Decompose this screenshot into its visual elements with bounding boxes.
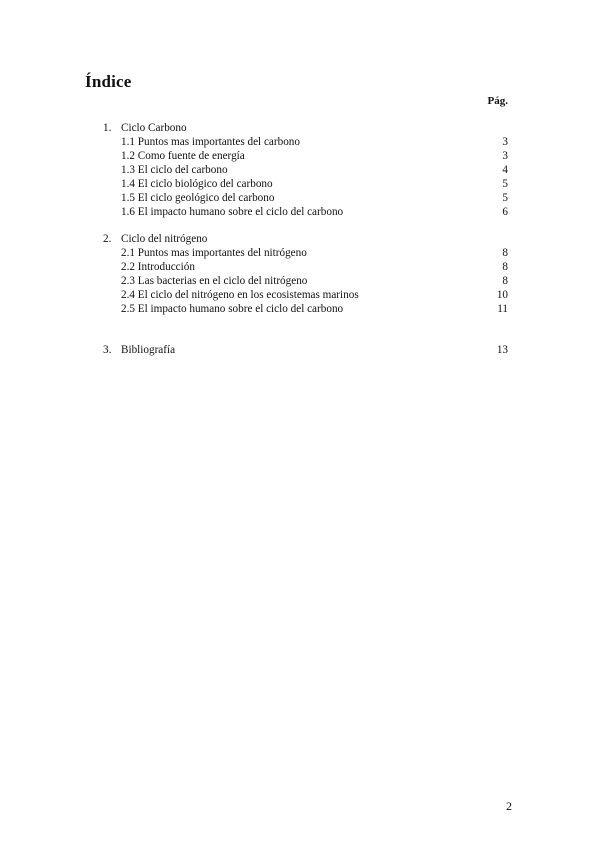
toc-section-number: 2. bbox=[103, 233, 112, 245]
toc-section-title: Ciclo del nitrógeno bbox=[121, 233, 208, 245]
toc-entry-label: 1.5 El ciclo geológico del carbono bbox=[121, 192, 275, 204]
toc-entry-label: 1.1 Puntos mas importantes del carbono bbox=[121, 136, 300, 148]
toc-entry-label: 2.3 Las bacterias en el ciclo del nitrógeno bbox=[121, 275, 308, 287]
toc-entry-page: 11 bbox=[497, 303, 508, 315]
toc-entry-label: 1.4 El ciclo biológico del carbono bbox=[121, 178, 273, 190]
toc-entry-page: 5 bbox=[502, 192, 508, 204]
footer-page-number: 2 bbox=[506, 799, 512, 813]
toc-section-number: 1. bbox=[103, 122, 112, 134]
toc-entry-page: 6 bbox=[502, 206, 508, 218]
page-column-header: Pág. bbox=[487, 95, 508, 107]
toc-entry-label: 2.5 El impacto humano sobre el ciclo del carbono bbox=[121, 303, 344, 315]
toc-entry-label: 2.4 El ciclo del nitrógeno en los ecosistemas marinos bbox=[121, 289, 359, 301]
toc-entry-label: 2.1 Puntos mas importantes del nitrógeno bbox=[121, 247, 307, 259]
toc-entry-page: 8 bbox=[502, 247, 508, 259]
toc-entry-page: 4 bbox=[502, 164, 508, 176]
toc-entry-page: 3 bbox=[502, 136, 508, 148]
toc-entry-page: 5 bbox=[502, 178, 508, 190]
toc-section-title: Bibliografía bbox=[121, 344, 176, 356]
toc-section-title: Ciclo Carbono bbox=[121, 122, 187, 134]
toc-entry-page: 8 bbox=[502, 275, 508, 287]
toc-section-page: 13 bbox=[496, 344, 508, 356]
toc-entry-label: 1.2 Como fuente de energía bbox=[121, 150, 245, 162]
toc-entry-label: 1.3 El ciclo del carbono bbox=[121, 164, 228, 176]
toc-entry-page: 3 bbox=[502, 150, 508, 162]
toc-entry-label: 1.6 El impacto humano sobre el ciclo del carbono bbox=[121, 206, 344, 218]
toc-entry-page: 10 bbox=[496, 289, 508, 301]
toc-entry-page: 8 bbox=[502, 261, 508, 273]
toc-entry-label: 2.2 Introducción bbox=[121, 261, 195, 273]
page-title: Índice bbox=[85, 72, 132, 91]
toc-section-number: 3. bbox=[103, 344, 112, 356]
